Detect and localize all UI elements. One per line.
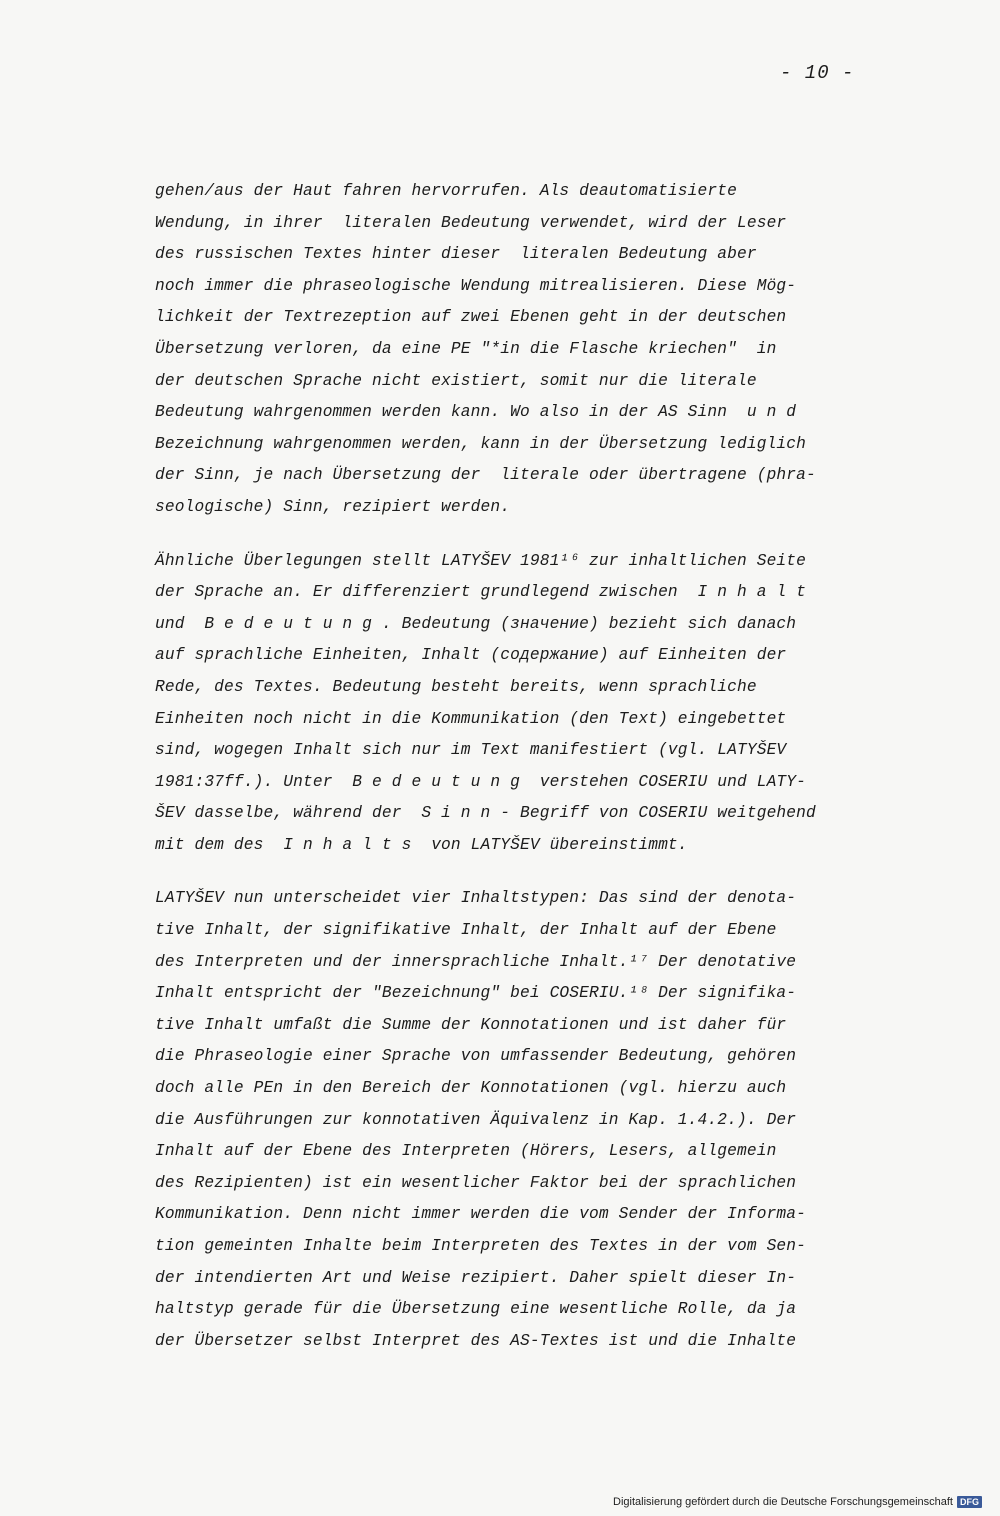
- footer: [613, 1496, 982, 1508]
- text-line: die Ausführungen zur konnotativen Äquivalenz in Kap. 1.4.2.). Der: [155, 1110, 797, 1129]
- text-line: und B e d e u t u n g . Bedeutung (значение) bezieht sich danach: [155, 614, 797, 633]
- body-text: [155, 176, 875, 1379]
- text-line: LATYŠEV nun unterscheidet vier Inhaltstypen: Das sind der denota-: [155, 889, 797, 908]
- text-line: auf sprachliche Einheiten, Inhalt (содержание) auf Einheiten der: [155, 646, 787, 665]
- text-line: des Interpreten und der innersprachliche Inhalt.¹⁷ Der denotative: [155, 952, 797, 971]
- footer-credit: Digitalisierung gefördert durch die Deutsche Forschungsgemeinschaft: [613, 1496, 953, 1508]
- text-line: die Phraseologie einer Sprache von umfassender Bedeutung, gehören: [155, 1047, 797, 1066]
- text-line: doch alle PEn in den Bereich der Konnotationen (vgl. hierzu auch: [155, 1079, 787, 1098]
- text-line: Rede, des Textes. Bedeutung besteht bereits, wenn sprachliche: [155, 677, 757, 696]
- text-line: lichkeit der Textrezeption auf zwei Ebenen geht in der deutschen: [155, 308, 787, 327]
- paragraph: [155, 176, 875, 524]
- text-line: Bezeichnung wahrgenommen werden, kann in der Übersetzung lediglich: [155, 434, 807, 453]
- text-line: der Sinn, je nach Übersetzung der literale oder übertragene (phra-: [155, 466, 816, 485]
- text-line: Ähnliche Überlegungen stellt LATYŠEV 1981¹⁶ zur inhaltlichen Seite: [155, 551, 807, 570]
- text-line: tive Inhalt, der signifikative Inhalt, der Inhalt auf der Ebene: [155, 921, 777, 940]
- text-line: haltstyp gerade für die Übersetzung eine wesentliche Rolle, da ja: [155, 1300, 797, 1319]
- text-line: Wendung, in ihrer literalen Bedeutung verwendet, wird der Leser: [155, 213, 787, 232]
- paragraph: [155, 883, 875, 1357]
- text-line: des russischen Textes hinter dieser literalen Bedeutung aber: [155, 245, 757, 264]
- text-line: der deutschen Sprache nicht existiert, somit nur die literale: [155, 371, 757, 390]
- text-line: tion gemeinten Inhalte beim Interpreten des Textes in der vom Sen-: [155, 1237, 807, 1255]
- dfg-logo: DFG: [957, 1496, 982, 1508]
- text-line: tive Inhalt umfaßt die Summe der Konnotationen und ist daher für: [155, 1015, 787, 1034]
- text-line: Inhalt auf der Ebene des Interpreten (Hörers, Lesers, allgemein: [155, 1142, 777, 1161]
- page-number: - 10 -: [780, 62, 855, 84]
- text-line: seologische) Sinn, rezipiert werden.: [155, 497, 511, 516]
- text-line: noch immer die phraseologische Wendung mitrealisieren. Diese Mög-: [155, 276, 797, 295]
- text-line: 1981:37ff.). Unter B e d e u t u n g verstehen COSERIU und LATY-: [155, 772, 807, 791]
- text-line: Inhalt entspricht der "Bezeichnung" bei COSERIU.¹⁸ Der signifika-: [155, 984, 797, 1003]
- text-line: mit dem des I n h a l t s von LATYŠEV übereinstimmt.: [155, 835, 688, 854]
- text-line: Übersetzung verloren, da eine PE "*in die Flasche kriechen" in: [155, 339, 777, 358]
- text-line: Kommunikation. Denn nicht immer werden die vom Sender der Informa-: [155, 1205, 807, 1224]
- text-line: Bedeutung wahrgenommen werden kann. Wo also in der AS Sinn u n d: [155, 403, 797, 422]
- text-line: des Rezipienten) ist ein wesentlicher Faktor bei der sprachlichen: [155, 1173, 797, 1192]
- paragraph: [155, 546, 875, 862]
- text-line: der Sprache an. Er differenziert grundlegend zwischen I n h a l t: [155, 583, 807, 602]
- text-line: der intendierten Art und Weise rezipiert. Daher spielt dieser In-: [155, 1268, 797, 1287]
- text-line: Einheiten noch nicht in die Kommunikation (den Text) eingebettet: [155, 709, 787, 728]
- text-line: sind, wogegen Inhalt sich nur im Text manifestiert (vgl. LATYŠEV: [155, 741, 787, 760]
- text-line: der Übersetzer selbst Interpret des AS-Textes ist und die Inhalte: [155, 1331, 797, 1350]
- text-line: ŠEV dasselbe, während der S i n n - Begriff von COSERIU weitgehend: [155, 804, 816, 823]
- text-line: gehen/aus der Haut fahren hervorrufen. Als deautomatisierte: [155, 182, 737, 200]
